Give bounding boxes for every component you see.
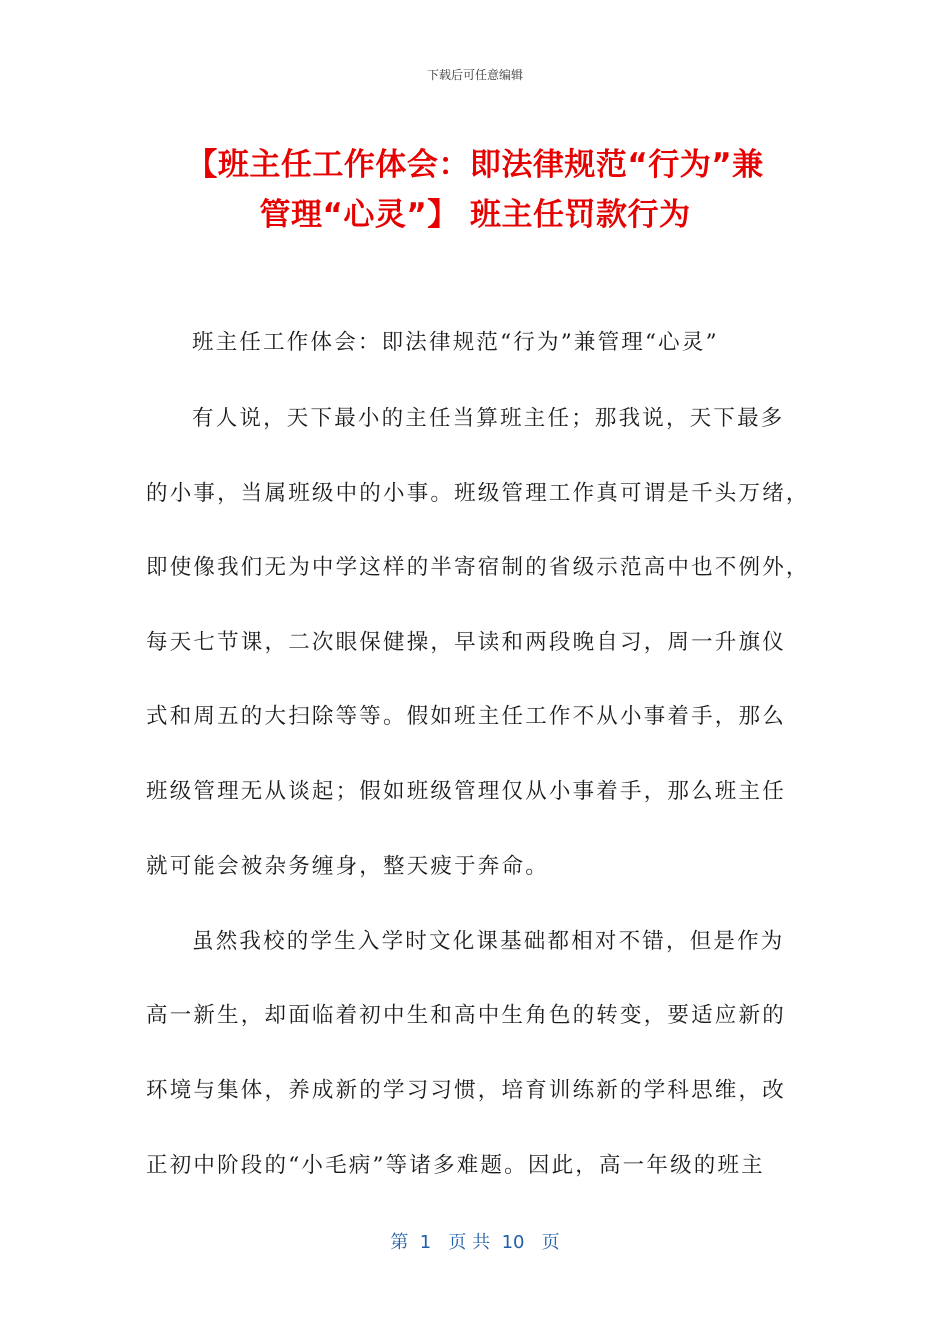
- header-note: 下载后可任意编辑: [426, 68, 523, 82]
- title-line-1: 【班主任工作体会：即法律规范“行为”兼: [186, 147, 764, 183]
- body-line-8: 就可能会被杂务缠身，整天疲于奔命。: [146, 854, 549, 879]
- body-line-11: 环境与集体，养成新的学习习惯，培育训练新的学科思维，改: [146, 1078, 786, 1103]
- body-line-10: 高一新生，却面临着初中生和高中生角色的转变，要适应新的: [146, 1003, 786, 1028]
- body-line-2: 有人说，天下最小的主任当算班主任；那我说，天下最多: [192, 406, 785, 431]
- body-line-1: 班主任工作体会：即法律规范“行为”兼管理“心灵”: [192, 330, 719, 355]
- document-title: [150, 140, 800, 240]
- title-line-2: 管理“心灵”】 班主任罚款行为: [259, 197, 691, 233]
- body-line-12: 正初中阶段的“小毛病”等诸多难题。因此，高一年级的班主: [146, 1153, 765, 1178]
- body-line-6: 式和周五的大扫除等等。假如班主任工作不从小事着手，那么: [146, 704, 786, 729]
- body-line-9: 虽然我校的学生入学时文化课基础都相对不错，但是作为: [192, 929, 785, 954]
- body-line-4: 即使像我们无为中学这样的半寄宿制的省级示范高中也不例外，: [146, 555, 810, 580]
- page-number-footer: 第 1 页 共 10 页: [390, 1232, 560, 1253]
- body-line-3: 的小事，当属班级中的小事。班级管理工作真可谓是千头万绪，: [146, 481, 810, 506]
- body-line-7: 班级管理无从谈起；假如班级管理仅从小事着手，那么班主任: [146, 779, 786, 804]
- body-line-5: 每天七节课，二次眼保健操，早读和两段晚自习，周一升旗仪: [146, 630, 786, 655]
